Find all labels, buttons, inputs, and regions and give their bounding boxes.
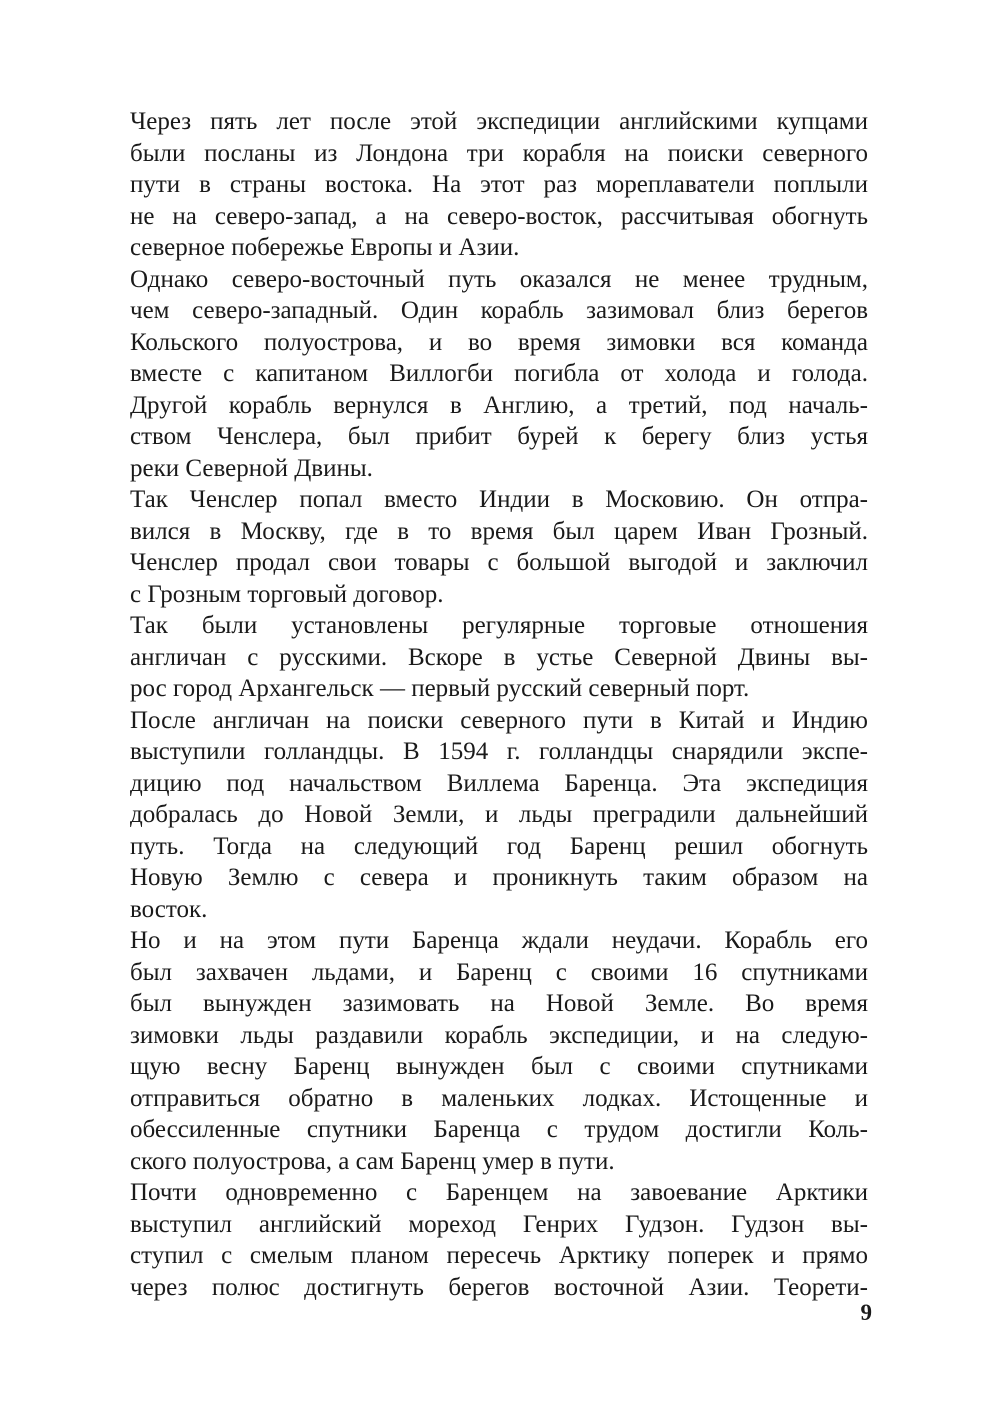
text-line: не на северо-запад, а на северо-восток, рассчитывая обогнуть (130, 202, 868, 230)
text-line: Так были установлены регулярные торговые отношения (130, 612, 868, 639)
text-line: был вынужден зазимовать на Новой Земле. Во время (130, 990, 868, 1017)
text-line: Так Ченслер попал вместо Индии в Московию. Он отпра- (130, 486, 868, 513)
text-line: были посланы из Лондона три корабля на поиски северного (130, 139, 868, 167)
text-line: рос город Архангельск — первый русский северный порт. (130, 675, 750, 702)
paragraph (130, 1177, 868, 1303)
text-line: Ченслер продал свои товары с большой выгодой и заключил (130, 549, 868, 576)
text-line: выступили голландцы. В 1594 г. голландцы снарядили экспе- (130, 738, 868, 765)
paragraph (130, 705, 868, 926)
paragraph (130, 106, 868, 264)
text-line: зимовки льды раздавили корабль экспедиции, и на следую- (130, 1021, 868, 1049)
text-line: пути в страны востока. На этот раз мореплаватели поплыли (130, 171, 868, 198)
text-line: через полюс достигнуть берегов восточной Азии. Теорети- (130, 1273, 868, 1301)
text-line: Однако северо-восточный путь оказался не менее трудным, (130, 265, 868, 293)
text-line: был захвачен льдами, и Баренц с своими 16 спутниками (130, 958, 868, 986)
body-text (130, 106, 868, 1303)
text-line: путь. Тогда на следующий год Баренц решил обогнуть (130, 832, 868, 860)
text-line: добралась до Новой Земли, и льды преградили дальнейший (130, 801, 868, 828)
text-line: Новую Землю с севера и проникнуть таким образом на (130, 864, 868, 891)
text-line: реки Северной Двины. (130, 454, 373, 482)
text-line: После англичан на поиски северного пути в Китай и Индию (130, 706, 868, 734)
text-line: отправиться обратно в маленьких лодках. Истощенные и (130, 1084, 868, 1112)
text-line: ством Ченслера, был прибит бурей к берегу близ устья (130, 423, 868, 450)
text-line: обессиленные спутники Баренца с трудом достигли Коль- (130, 1116, 868, 1143)
paragraph (130, 264, 868, 485)
text-line: ского полуострова, а сам Баренц умер в пути. (130, 1147, 615, 1175)
text-line: вместе с капитаном Виллогби погибла от холода и голода. (130, 360, 868, 387)
page-number: 9 (860, 1300, 872, 1325)
text-line: с Грозным торговый договор. (130, 580, 444, 608)
text-line: чем северо-западный. Один корабль зазимовал близ берегов (130, 297, 868, 324)
paragraph (130, 484, 868, 610)
text-line: дицию под начальством Виллема Баренца. Эта экспедиция (130, 769, 868, 797)
text-line: Через пять лет после этой экспедиции английскими купцами (130, 108, 868, 135)
text-line: щую весну Баренц вынужден был с своими спутниками (130, 1053, 868, 1080)
text-line: Другой корабль вернулся в Англию, а третий, под началь- (130, 391, 868, 419)
text-line: Кольского полуострова, и во время зимовки вся команда (130, 328, 868, 356)
text-line: вился в Москву, где в то время был царем Иван Грозный. (130, 517, 868, 545)
text-line: выступил английский мореход Генрих Гудзон. Гудзон вы- (130, 1210, 868, 1238)
paragraph (130, 610, 868, 705)
text-line: восток. (130, 895, 208, 923)
text-line: Почти одновременно с Баренцем на завоевание Арктики (130, 1179, 868, 1206)
paragraph (130, 925, 868, 1177)
text-line: англичан с русскими. Вскоре в устье Северной Двины вы- (130, 643, 868, 671)
text-line: северное побережье Европы и Азии. (130, 234, 520, 261)
text-line: Но и на этом пути Баренца ждали неудачи. Корабль его (130, 927, 868, 954)
text-line: ступил с смелым планом пересечь Арктику поперек и прямо (130, 1242, 868, 1269)
